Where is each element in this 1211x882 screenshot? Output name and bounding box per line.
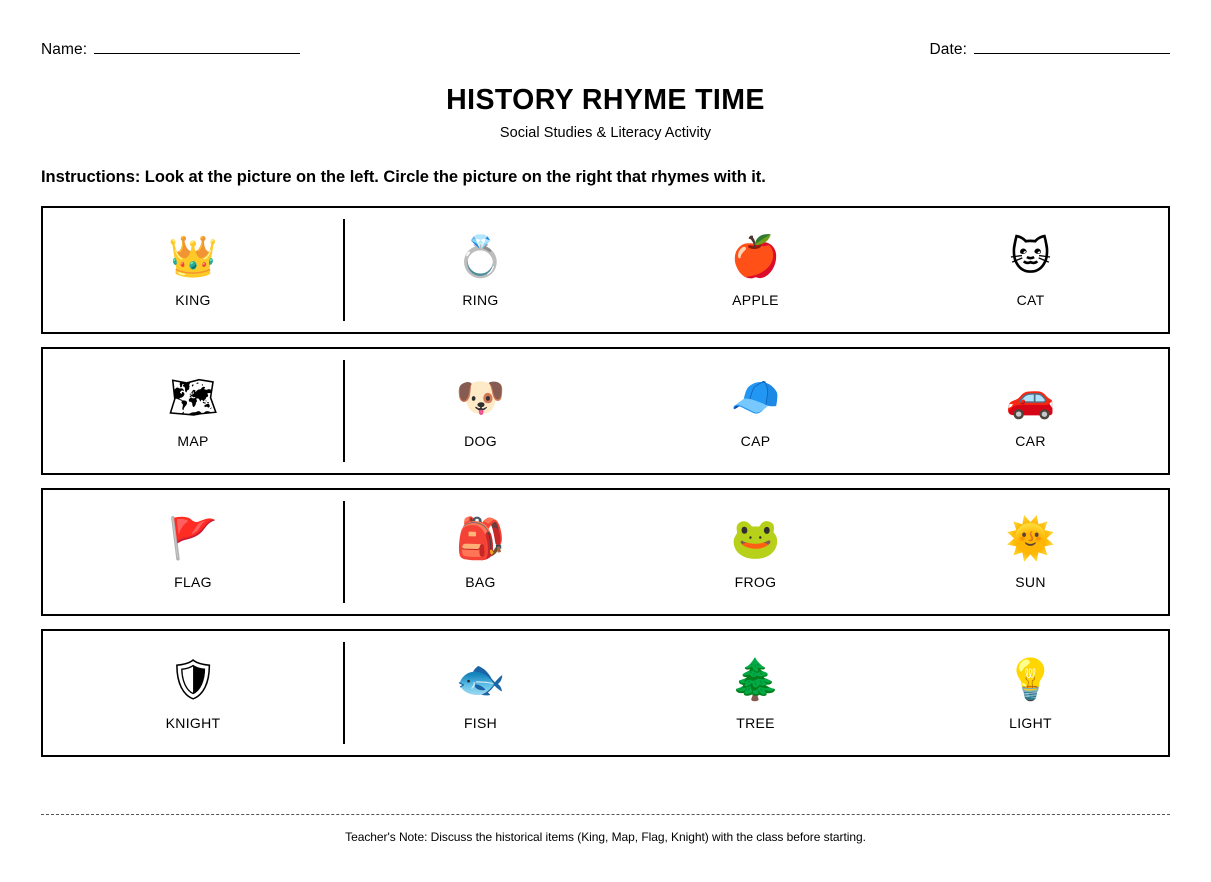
choice-option[interactable] bbox=[618, 349, 893, 473]
frog-icon: 🐸 bbox=[730, 515, 781, 562]
date-label: Date: bbox=[929, 41, 967, 58]
crown-icon: 👑 bbox=[168, 233, 218, 280]
lightbulb-icon: 💡 bbox=[1005, 656, 1056, 703]
choice-option[interactable] bbox=[893, 490, 1168, 614]
activity-rows bbox=[41, 206, 1170, 757]
choice-option[interactable] bbox=[343, 349, 618, 473]
prompt-cell[interactable] bbox=[43, 208, 343, 332]
table-row bbox=[41, 206, 1170, 334]
prompt-label: FLAG bbox=[174, 573, 212, 590]
choice-group bbox=[343, 349, 1168, 473]
dog-icon: 🐶 bbox=[455, 374, 506, 421]
tree-icon: 🌲 bbox=[730, 656, 781, 703]
fish-icon: 🐟 bbox=[455, 656, 506, 703]
name-label: Name: bbox=[41, 41, 88, 58]
instructions-text: Instructions: Look at the picture on the left. Circle the picture on the right that rhymes with it. bbox=[41, 167, 766, 186]
choice-label: LIGHT bbox=[1009, 714, 1052, 731]
table-row bbox=[41, 629, 1170, 757]
car-icon: 🚗 bbox=[1005, 374, 1056, 421]
page-subtitle: Social Studies & Literacy Activity bbox=[499, 124, 712, 141]
date-write-line[interactable] bbox=[974, 40, 1170, 54]
choice-label: RING bbox=[462, 291, 499, 308]
choice-option[interactable] bbox=[343, 490, 618, 614]
prompt-cell[interactable] bbox=[43, 349, 343, 473]
table-row bbox=[41, 347, 1170, 475]
choice-label: CAT bbox=[1016, 291, 1045, 308]
teacher-note: Teacher's Note: Discuss the historical items (King, Map, Flag, Knight) with the class before starting. bbox=[345, 830, 866, 844]
table-row bbox=[41, 488, 1170, 616]
choice-group bbox=[343, 490, 1168, 614]
name-field[interactable] bbox=[41, 40, 300, 59]
prompt-label: MAP bbox=[177, 432, 209, 449]
page-title: HISTORY RHYME TIME bbox=[446, 84, 765, 116]
cap-icon: 🧢 bbox=[730, 374, 781, 421]
choice-group bbox=[343, 631, 1168, 755]
choice-option[interactable] bbox=[893, 631, 1168, 755]
choice-label: TREE bbox=[736, 714, 775, 731]
choice-label: FISH bbox=[463, 714, 498, 731]
prompt-cell[interactable] bbox=[43, 490, 343, 614]
choice-option[interactable] bbox=[893, 349, 1168, 473]
student-info-row bbox=[41, 0, 1170, 59]
apple-icon: 🍎 bbox=[730, 233, 781, 280]
ring-icon: 💍 bbox=[455, 233, 506, 280]
choice-option[interactable] bbox=[893, 208, 1168, 332]
choice-option[interactable] bbox=[618, 631, 893, 755]
prompt-label: KNIGHT bbox=[165, 714, 221, 731]
choice-option[interactable] bbox=[343, 208, 618, 332]
choice-label: SUN bbox=[1015, 573, 1046, 590]
choice-label: APPLE bbox=[732, 291, 779, 308]
choice-label: FROG bbox=[734, 573, 777, 590]
choice-option[interactable] bbox=[618, 208, 893, 332]
map-icon: 🗺 bbox=[167, 374, 219, 421]
backpack-icon: 🎒 bbox=[455, 515, 506, 562]
sun-icon: 🌞 bbox=[1005, 515, 1056, 562]
prompt-label: KING bbox=[175, 291, 211, 308]
choice-option[interactable] bbox=[618, 490, 893, 614]
choice-option[interactable] bbox=[343, 631, 618, 755]
choice-label: CAP bbox=[740, 432, 771, 449]
choice-label: BAG bbox=[465, 573, 496, 590]
choice-label: CAR bbox=[1015, 432, 1046, 449]
footer-divider bbox=[41, 814, 1170, 815]
flag-icon: 🚩 bbox=[168, 515, 218, 562]
date-field[interactable] bbox=[929, 40, 1170, 59]
shield-icon: 🛡 bbox=[167, 656, 219, 703]
prompt-cell[interactable] bbox=[43, 631, 343, 755]
cat-icon: 🐱 bbox=[1009, 233, 1052, 280]
footer bbox=[41, 814, 1170, 844]
name-write-line[interactable] bbox=[94, 40, 300, 54]
choice-label: DOG bbox=[464, 432, 497, 449]
choice-group bbox=[343, 208, 1168, 332]
